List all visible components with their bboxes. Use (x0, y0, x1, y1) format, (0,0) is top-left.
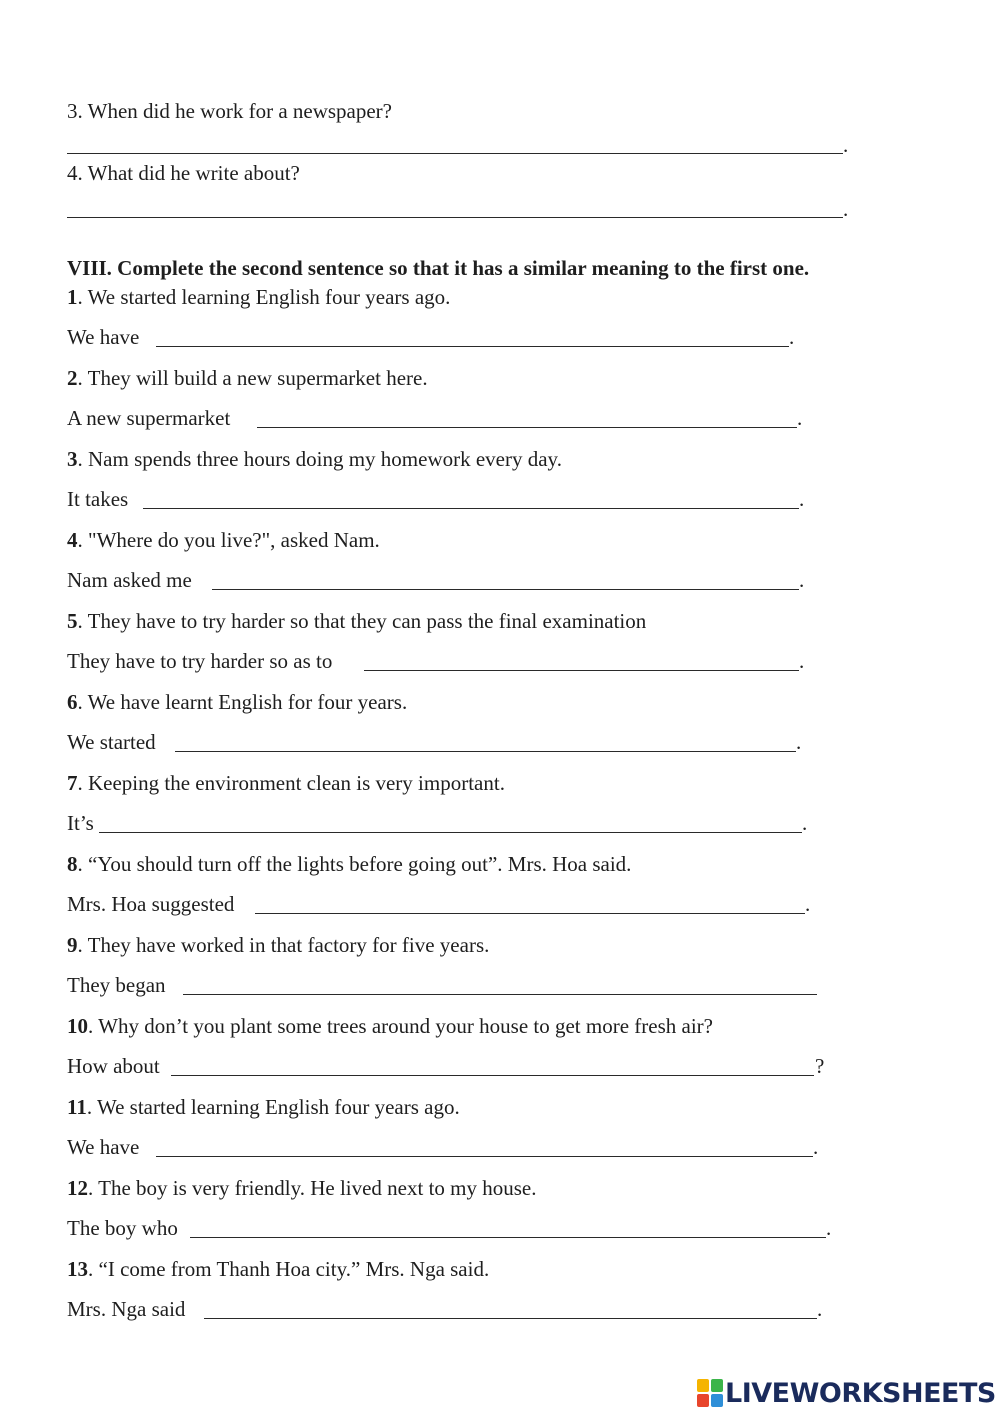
answer-prompt-8: Mrs. Hoa suggested (67, 892, 235, 916)
question-13 (67, 1256, 489, 1282)
question-number: 11 (67, 1095, 87, 1119)
answer-line-q3[interactable] (67, 153, 843, 154)
line-end-mark: . (799, 649, 805, 673)
logo-text: LIVEWORKSHEETS (725, 1377, 996, 1409)
question-sentence: . The boy is very friendly. He lived next to my house. (88, 1176, 537, 1200)
line-end-mark: . (805, 892, 811, 916)
answer-prompt-4: Nam asked me (67, 568, 192, 592)
question-number: 6 (67, 690, 78, 714)
line-end-mark: . (799, 487, 805, 511)
question-5 (67, 608, 646, 634)
liveworksheets-logo (697, 1376, 996, 1410)
answer-prompt-12: The boy who (67, 1216, 178, 1240)
question-number: 3 (67, 447, 78, 471)
question-sentence: . Nam spends three hours doing my homework every day. (77, 447, 562, 471)
section-heading: VIII. Complete the second sentence so that it has a similar meaning to the first one. (67, 256, 810, 280)
answer-prompt-5: They have to try harder so as to (67, 649, 333, 673)
answer-line-5[interactable] (364, 670, 799, 671)
answer-prompt-2: A new supermarket (67, 406, 231, 430)
answer-prompt-3: It takes (67, 487, 129, 511)
question-12 (67, 1175, 537, 1201)
question-sentence: . "Where do you live?", asked Nam. (77, 528, 380, 552)
reading-question-4: 4. What did he write about? (67, 161, 300, 185)
question-9 (67, 932, 489, 958)
question-11 (67, 1094, 460, 1120)
line-end-mark: . (843, 197, 849, 221)
line-end-mark: . (799, 568, 805, 592)
question-number: 12 (67, 1176, 88, 1200)
question-sentence: . We started learning English four years ago. (77, 285, 451, 309)
question-1 (67, 284, 450, 310)
question-sentence: . They will build a new supermarket here. (77, 366, 428, 390)
answer-prompt-11: We have (67, 1135, 140, 1159)
question-10 (67, 1013, 713, 1039)
line-end-mark: . (843, 133, 849, 157)
question-number: 13 (67, 1257, 88, 1281)
answer-prompt-7: It’s (67, 811, 94, 835)
answer-line-10[interactable] (171, 1075, 814, 1076)
line-end-mark: . (826, 1216, 832, 1240)
answer-line-3[interactable] (143, 508, 799, 509)
question-number: 7 (67, 771, 78, 795)
answer-line-1[interactable] (156, 346, 789, 347)
question-4 (67, 527, 380, 553)
question-sentence: . “You should turn off the lights before going out”. Mrs. Hoa said. (77, 852, 632, 876)
line-end-mark: . (817, 1297, 823, 1321)
answer-line-6[interactable] (175, 751, 796, 752)
line-end-mark: . (797, 406, 803, 430)
question-sentence: . Why don’t you plant some trees around your house to get more fresh air? (88, 1014, 713, 1038)
line-end-mark: . (796, 730, 802, 754)
question-2 (67, 365, 428, 391)
question-8 (67, 851, 631, 877)
question-number: 4 (67, 528, 78, 552)
question-6 (67, 689, 407, 715)
question-number: 5 (67, 609, 78, 633)
question-sentence: . They have to try harder so that they can pass the final examination (77, 609, 647, 633)
line-end-mark: . (802, 811, 808, 835)
question-sentence: . They have worked in that factory for five years. (77, 933, 490, 957)
line-end-mark: . (813, 1135, 819, 1159)
question-number: 10 (67, 1014, 88, 1038)
answer-prompt-1: We have (67, 325, 140, 349)
question-sentence: . We started learning English four years ago. (86, 1095, 460, 1119)
answer-line-4[interactable] (212, 589, 799, 590)
answer-line-12[interactable] (190, 1237, 826, 1238)
line-end-mark: . (789, 325, 795, 349)
answer-line-13[interactable] (204, 1318, 817, 1319)
answer-line-7[interactable] (99, 832, 802, 833)
answer-prompt-6: We started (67, 730, 156, 754)
answer-line-q4[interactable] (67, 217, 843, 218)
answer-line-11[interactable] (156, 1156, 813, 1157)
answer-line-9[interactable] (183, 994, 817, 995)
question-sentence: . “I come from Thanh Hoa city.” Mrs. Nga said. (88, 1257, 490, 1281)
answer-prompt-10: How about (67, 1054, 160, 1078)
reading-question-3: 3. When did he work for a newspaper? (67, 99, 392, 123)
answer-line-8[interactable] (255, 913, 805, 914)
question-sentence: . We have learnt English for four years. (77, 690, 408, 714)
question-number: 8 (67, 852, 78, 876)
answer-prompt-9: They began (67, 973, 166, 997)
question-number: 1 (67, 285, 78, 309)
answer-line-2[interactable] (257, 427, 797, 428)
line-end-mark: ? (815, 1054, 825, 1078)
answer-prompt-13: Mrs. Nga said (67, 1297, 186, 1321)
question-7 (67, 770, 505, 796)
question-3 (67, 446, 562, 472)
question-number: 2 (67, 366, 78, 390)
question-number: 9 (67, 933, 78, 957)
logo-mark-icon (697, 1379, 723, 1407)
question-sentence: . Keeping the environment clean is very important. (77, 771, 505, 795)
